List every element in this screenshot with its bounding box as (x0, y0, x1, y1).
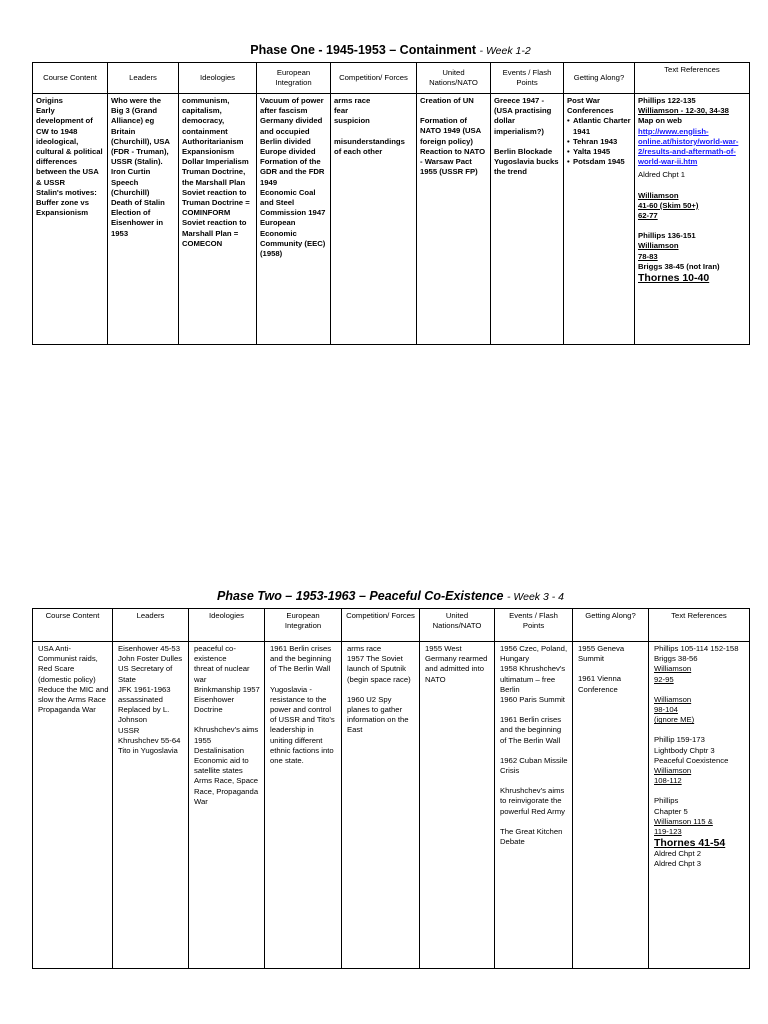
header-events-flash-points: Events / Flash Points (495, 609, 573, 642)
cell-text-references: Phillips 105-114 152-158 Briggs 38-56 Williamson 92-95 Williamson 98-104 (ignore ME) Phillip 159-173 Lightbody Chptr 3 Peaceful Coexistence Williamson 108-112 Phillips Chapter 5 Williamson 115 & 119-123 Thornes 41-54 Aldred Chpt 2 Aldred Chpt 3 (649, 642, 750, 969)
header-course-content: Course Content (33, 609, 113, 642)
cell-united-nations-nato: 1955 West Germany rearmed and admitted into NATO (420, 642, 495, 969)
header-european-integration: European Integration (257, 63, 331, 94)
phase-one-title (32, 40, 749, 62)
header-ideologies: Ideologies (179, 63, 257, 94)
cell-competition-forces: arms race 1957 The Soviet launch of Sputnik (begin space race) 1960 U2 Spy planes to gather information on the East (342, 642, 420, 969)
header-united-nations-nato: United Nations/NATO (417, 63, 491, 94)
header-european-integration: European Integration (265, 609, 342, 642)
cell-getting-along: Post War Conferences • Atlantic Charter 1941 • Tehran 1943 • Yalta 1945 • Potsdam 1945 (564, 94, 635, 345)
phase-two-header-row (33, 609, 750, 642)
phase-two-title (32, 586, 749, 608)
cell-events-flash-points: 1956 Czec, Poland, Hungary 1958 Khrushchev's ultimatum – free Berlin 1960 Paris Summit 1961 Berlin crises and the beginning of The Berlin Wall 1962 Cuban Missile Crisis Khrushchev's aims to reinvigorate the powerful Red Army The Great Kitchen Debate (495, 642, 573, 969)
phase-one-content-row (33, 94, 750, 345)
cell-united-nations-nato: Creation of UN Formation of NATO 1949 (USA foreign policy) Reaction to NATO - Warsaw Pact 1955 (USSR FP) (417, 94, 491, 345)
phase-two-table (32, 608, 750, 969)
header-text-references: Text References (635, 63, 750, 94)
cell-leaders: Eisenhower 45-53 John Foster Dulles US Secretary of State JFK 1961-1963 assassinated Replaced by L. Johnson USSR Khrushchev 55-64 Tito in Yugoslavia (113, 642, 189, 969)
header-course-content: Course Content (33, 63, 108, 94)
cell-events-flash-points: Greece 1947 - (USA practising dollar imperialism?) Berlin Blockade Yugoslavia bucks the trend (491, 94, 564, 345)
cell-text-references: Phillips 122-135 Williamson - 12-30, 34-38 Map on web http://www.english-online.at/history/world-war-2/results-and-aftermath-of-world-war-ii.htm Aldred Chpt 1 Williamson 41-60 (Skim 50+) 62-77 Phillips 136-151 Williamson 78-83 Briggs 38-45 (not Iran) Thornes 10-40 (635, 94, 750, 345)
phase-two-content-row (33, 642, 750, 969)
cell-competition-forces: arms race fear suspicion misunderstandings of each other (331, 94, 417, 345)
header-competition-forces: Competition/ Forces (342, 609, 420, 642)
header-events-flash-points: Events / Flash Points (491, 63, 564, 94)
cell-european-integration: Vacuum of power after fascism Germany divided and occupied Berlin divided Europe divided Formation of the GDR and the FDR 1949 Economic Coal and Steel Commission 1947 European Economic Community (EEC) (1958) (257, 94, 331, 345)
conference-item: • Tehran 1943 (567, 137, 631, 147)
header-competition-forces: Competition/ Forces (331, 63, 417, 94)
header-leaders: Leaders (108, 63, 179, 94)
cell-course-content: Origins Early development of CW to 1948 ideological, cultural & political differences between the USA & USSR Stalin's motives: Buffer zone vs Expansionism (33, 94, 108, 345)
header-ideologies: Ideologies (189, 609, 265, 642)
conference-item: • Yalta 1945 (567, 147, 631, 157)
phase-one-header-row (33, 63, 750, 94)
phase-one-section (32, 40, 749, 345)
cell-european-integration: 1961 Berlin crises and the beginning of The Berlin Wall Yugoslavia - resistance to the power and control of USSR and Tito's leadership in uniting different ethnic factions into one state. (265, 642, 342, 969)
header-getting-along: Getting Along? (573, 609, 649, 642)
conference-item: • Potsdam 1945 (567, 157, 631, 167)
header-united-nations-nato: United Nations/NATO (420, 609, 495, 642)
phase-two-title-week: - Week 3 - 4 (506, 591, 564, 603)
cell-leaders: Who were the Big 3 (Grand Alliance) eg Britain (Churchill), USA (FDR - Truman), USSR (Stalin). Iron Curtin Speech (Churchill) Death of Stalin Election of Eisenhower in 1953 (108, 94, 179, 345)
cell-ideologies: communism, capitalism, democracy, containment Authoritarianism Expansionism Dollar Imperialism Truman Doctrine, the Marshall Plan Soviet reaction to Truman Doctrine = COMINFORM Soviet reaction to Marshall Plan = COMECON (179, 94, 257, 345)
cell-getting-along: 1955 Geneva Summit 1961 Vienna Conference (573, 642, 649, 969)
phase-two-section (32, 586, 749, 969)
conference-item: • Atlantic Charter 1941 (567, 116, 631, 136)
world-war-aftermath-link[interactable]: http://www.english-online.at/history/world-war-2/results-and-aftermath-of-world-war-ii.htm (638, 126, 739, 167)
header-getting-along: Getting Along? (564, 63, 635, 94)
phase-two-title-main: Phase Two – 1953-1963 – Peaceful Co-Existence (217, 589, 504, 603)
header-leaders: Leaders (113, 609, 189, 642)
header-text-references: Text References (649, 609, 750, 642)
cell-ideologies: peaceful co-existence threat of nuclear war Brinkmanship 1957 Eisenhower Doctrine Khrushchev's aims 1955 Destalinisation Economic aid to satellite states Arms Race, Space Race, Propaganda War (189, 642, 265, 969)
phase-one-title-week: - Week 1-2 (479, 45, 531, 57)
cell-course-content: USA Anti-Communist raids, Red Scare (domestic policy) Reduce the MIC and slow the Arms Race Propaganda War (33, 642, 113, 969)
phase-one-table (32, 62, 750, 345)
phase-one-title-main: Phase One - 1945-1953 – Containment (250, 43, 477, 57)
